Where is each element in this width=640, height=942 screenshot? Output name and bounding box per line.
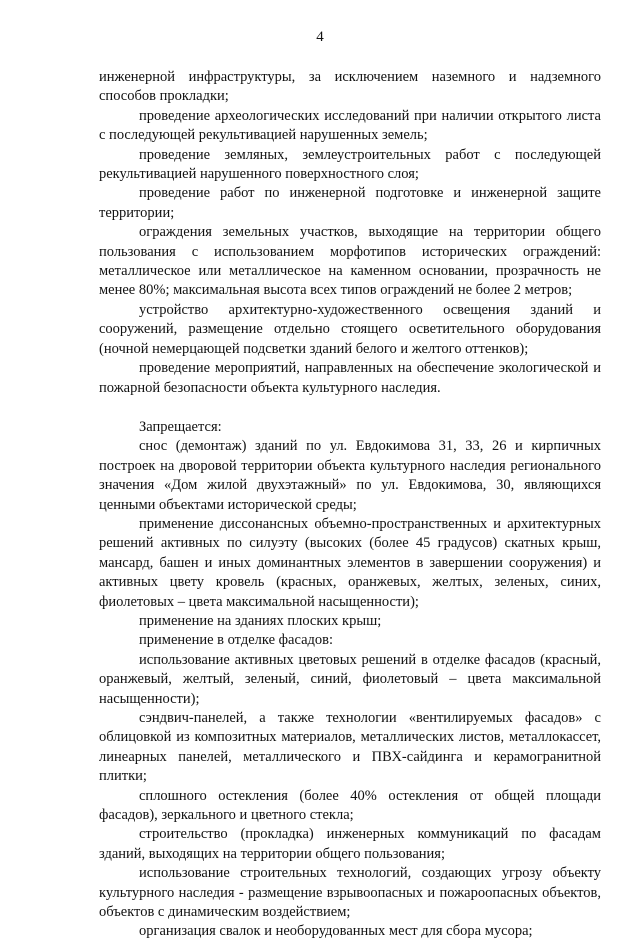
paragraph: проведение мероприятий, направленных на обеспечение экологической и пожарной безопасности объекта культурного наследия. xyxy=(99,360,601,396)
document-body xyxy=(99,68,601,942)
paragraph: использование активных цветовых решений в отделке фасадов (красный, оранжевый, желтый, зеленый, синий, фиолетовый – цвета максимальной насыщенности); xyxy=(99,651,601,707)
paragraph: инженерной инфраструктуры, за исключением наземного и надземного способов прокладки; xyxy=(99,69,601,105)
paragraph: применение на зданиях плоских крыш; xyxy=(139,612,382,629)
paragraph: проведение земляных, землеустроительных работ с последующей рекультивацией нарушенного поверхностного слоя; xyxy=(99,146,601,183)
paragraph: проведение работ по инженерной подготовке и инженерной защите территории; xyxy=(99,185,601,221)
paragraph: снос (демонтаж) зданий по ул. Евдокимова 31, 33, 26 и кирпичных построек на дворовой территории объекта культурного наследия регионального значения «Дом жилой двухэтажный» по ул. Евдокимова, 30, являющихся ценными объектами исторической среды; xyxy=(99,438,601,513)
paragraph: применение диссонансных объемно-пространственных и архитектурных решений активных по силуэту (высоких (более 45 градусов) скатных крыш, мансард, башен и иных доминантных элементов в завершении сооружения) и активных цвету кровель (красных, оранжевых, желтых, зеленых, синих, фиолетовых – цвета максимальной насыщенности); xyxy=(99,515,601,610)
paragraph: применение в отделке фасадов: xyxy=(139,632,334,649)
paragraph: сплошного остекления (более 40% остекления от общей площади фасадов), зеркального и цветного стекла; xyxy=(99,787,601,824)
paragraph: сэндвич-панелей, а также технологии «вентилируемых фасадов» с облицовкой из композитных материалов, металлических листов, металлокассет, линеарных панелей, металлического и ПВХ-сайдинга и керамогранитной плитки; xyxy=(99,710,601,785)
paragraph: организация свалок и необорудованных мест для сбора мусора; xyxy=(139,923,533,940)
paragraph: строительство (прокладка) инженерных коммуникаций по фасадам зданий, выходящих на территории общего пользования; xyxy=(99,826,601,862)
section-gap xyxy=(99,398,601,418)
paragraph: ограждения земельных участков, выходящие на территории общего пользования с использованием морфотипов исторических ограждений: металлическое или металлическое на каменном основании, прозрачность не менее 80%; максимальная высота всех типов ограждений не более 2 метров; xyxy=(99,224,601,299)
prohibited-heading: Запрещается: xyxy=(139,418,222,435)
paragraph: устройство архитектурно-художественного освещения зданий и сооружений, размещение отдельно стоящего осветительного оборудования (ночной немерцающей подсветки зданий белого и желтого оттенков); xyxy=(99,301,601,357)
paragraph: использование строительных технологий, создающих угрозу объекту культурного наследия - размещение взрывоопасных и пожароопасных объектов, объектов с динамическим воздействием; xyxy=(99,865,601,921)
page-number: 4 xyxy=(316,29,324,45)
paragraph: проведение археологических исследований при наличии открытого листа с последующей рекультивацией нарушенных земель; xyxy=(99,107,601,144)
